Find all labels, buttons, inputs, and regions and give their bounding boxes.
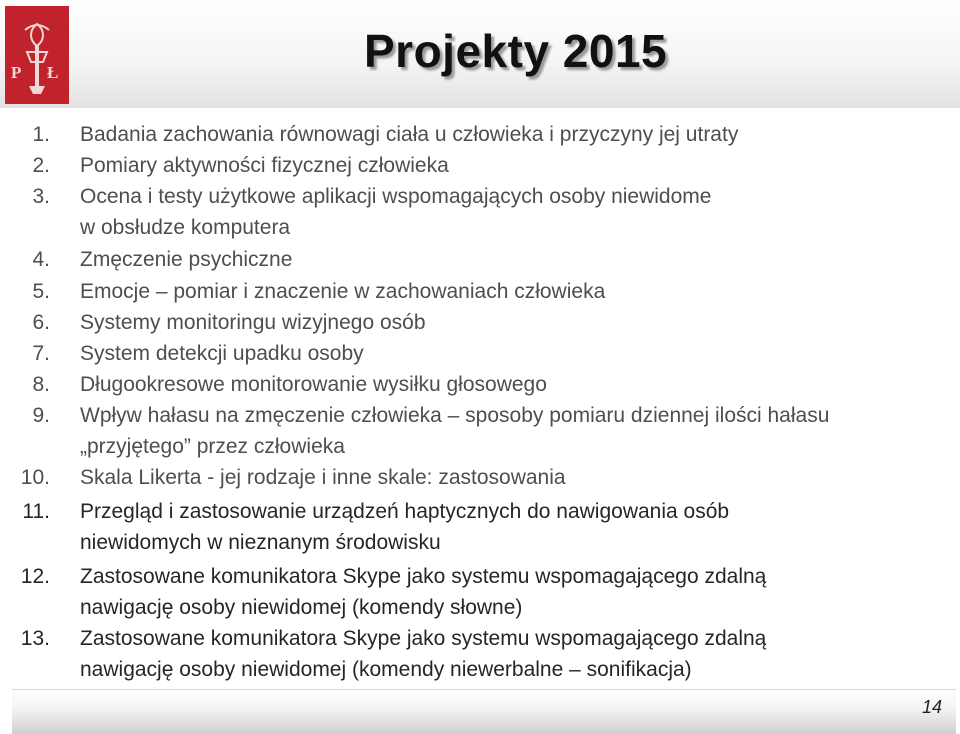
logo-letter-right: Ł [47,63,59,82]
item-number: 10. [20,466,50,489]
item-number: 13. [20,627,50,650]
item-number: 7. [32,342,50,365]
footer-bar [12,689,956,734]
item-text: Systemy monitoringu wizyjnego osób [80,311,426,334]
item-number: 12. [20,565,50,588]
item-number: 1. [32,123,50,146]
item-text: Długookresowe monitorowanie wysiłku głosowego [80,373,547,396]
item-number: 3. [32,185,50,208]
item-text: Ocena i testy użytkowe aplikacji wspomagających osoby niewidome w obsłudze komputera [80,185,712,239]
item-number: 8. [32,373,50,396]
item-number: 9. [32,404,50,427]
item-text: Badania zachowania równowagi ciała u człowieka i przyczyny jej utraty [80,123,739,146]
item-text: Skala Likerta - jej rodzaje i inne skale: zastosowania [80,466,566,489]
item-text: Zmęczenie psychiczne [80,248,293,271]
item-text: Przegląd i zastosowanie urządzeń haptycznych do nawigowania osób niewidomych w nieznanym środowisku [80,500,730,554]
item-number: 4. [32,248,50,271]
item-number: 6. [32,311,50,334]
page-number: 14 [921,697,942,717]
item-number: 11. [22,500,50,523]
item-number: 2. [32,154,50,177]
item-text: Wpływ hałasu na zmęczenie człowieka – sposoby pomiaru dziennej ilości hałasu „przyjętego” przez człowieka [80,404,830,458]
university-logo [5,6,69,104]
logo-letter-left: P [11,63,22,82]
item-text: Pomiary aktywności fizycznej człowieka [80,154,449,177]
item-text: Zastosowane komunikatora Skype jako systemu wspomagającego zdalną nawigację osoby niewidomej (komendy słowne) [80,565,767,619]
slide-title: Projekty 2015 [364,25,668,77]
item-number: 5. [32,280,50,303]
university-crest-icon [5,6,69,104]
item-text: System detekcji upadku osoby [80,342,364,365]
item-text: Emocje – pomiar i znaczenie w zachowaniach człowieka [80,280,606,303]
item-text: Zastosowane komunikatora Skype jako systemu wspomagającego zdalną nawigację osoby niewidomej (komendy niewerbalne – sonifikacja) [80,627,767,681]
